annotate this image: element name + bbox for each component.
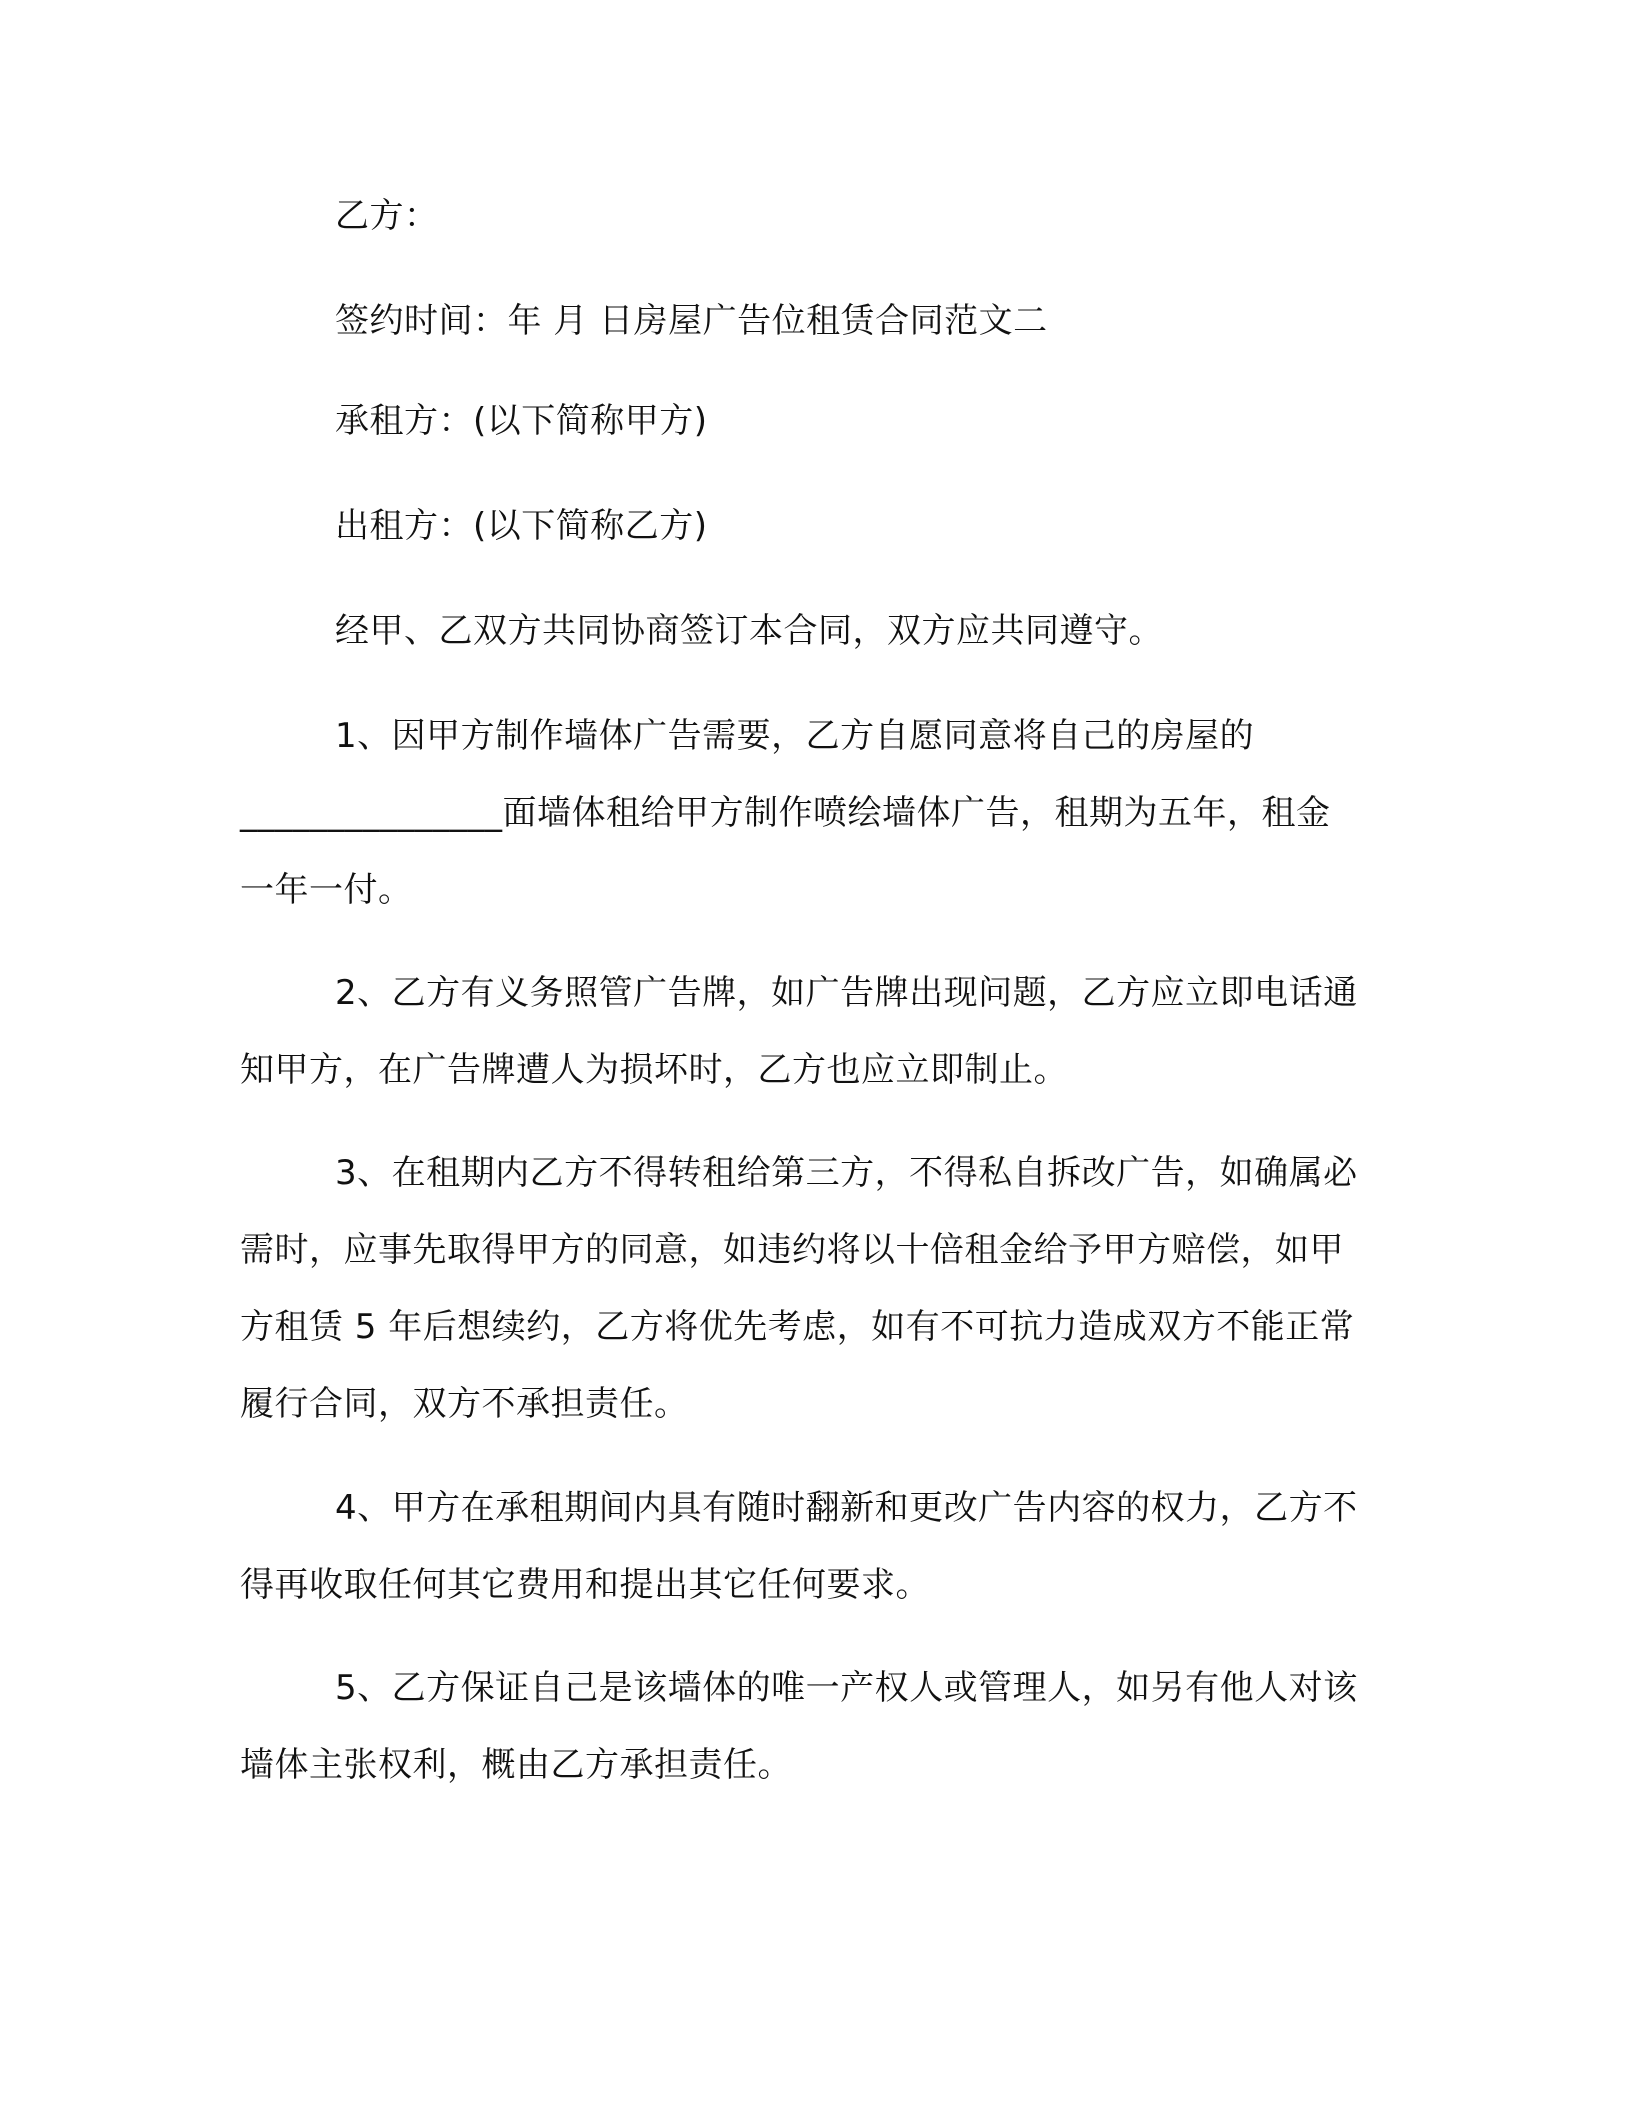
lessee-line: 承租方：(以下简称甲方) bbox=[335, 401, 708, 441]
clause-1: 1、因甲方制作墙体广告需要，乙方自愿同意将自己的房屋的_______________面墙体租给甲方制作喷绘墙体广告，租期为五年，租金一年一付。 bbox=[240, 716, 1331, 910]
lessor-line: 出租方：(以下简称乙方) bbox=[335, 506, 708, 546]
party-b-line: 乙方： bbox=[335, 196, 439, 236]
clause-2: 2、乙方有义务照管广告牌，如广告牌出现问题，乙方应立即电话通知甲方，在广告牌遭人为损坏时，乙方也应立即制止。 bbox=[240, 973, 1358, 1090]
clause-5: 5、乙方保证自己是该墙体的唯一产权人或管理人，如另有他人对该墙体主张权利，概由乙方承担责任。 bbox=[240, 1668, 1358, 1785]
intro-line: 经甲、乙双方共同协商签订本合同，双方应共同遵守。 bbox=[335, 611, 1163, 651]
signing-time-line: 签约时间：年 月 日房屋广告位租赁合同范文二 bbox=[335, 301, 1048, 341]
clause-4: 4、甲方在承租期间内具有随时翻新和更改广告内容的权力，乙方不得再收取任何其它费用和提出其它任何要求。 bbox=[240, 1488, 1358, 1605]
clause-3: 3、在租期内乙方不得转租给第三方，不得私自拆改广告，如确属必需时，应事先取得甲方的同意，如违约将以十倍租金给予甲方赔偿，如甲方租赁 5 年后想续约，乙方将优先考虑，如有不可抗力造成双方不能正常履行合同，双方不承担责任。 bbox=[240, 1153, 1358, 1424]
